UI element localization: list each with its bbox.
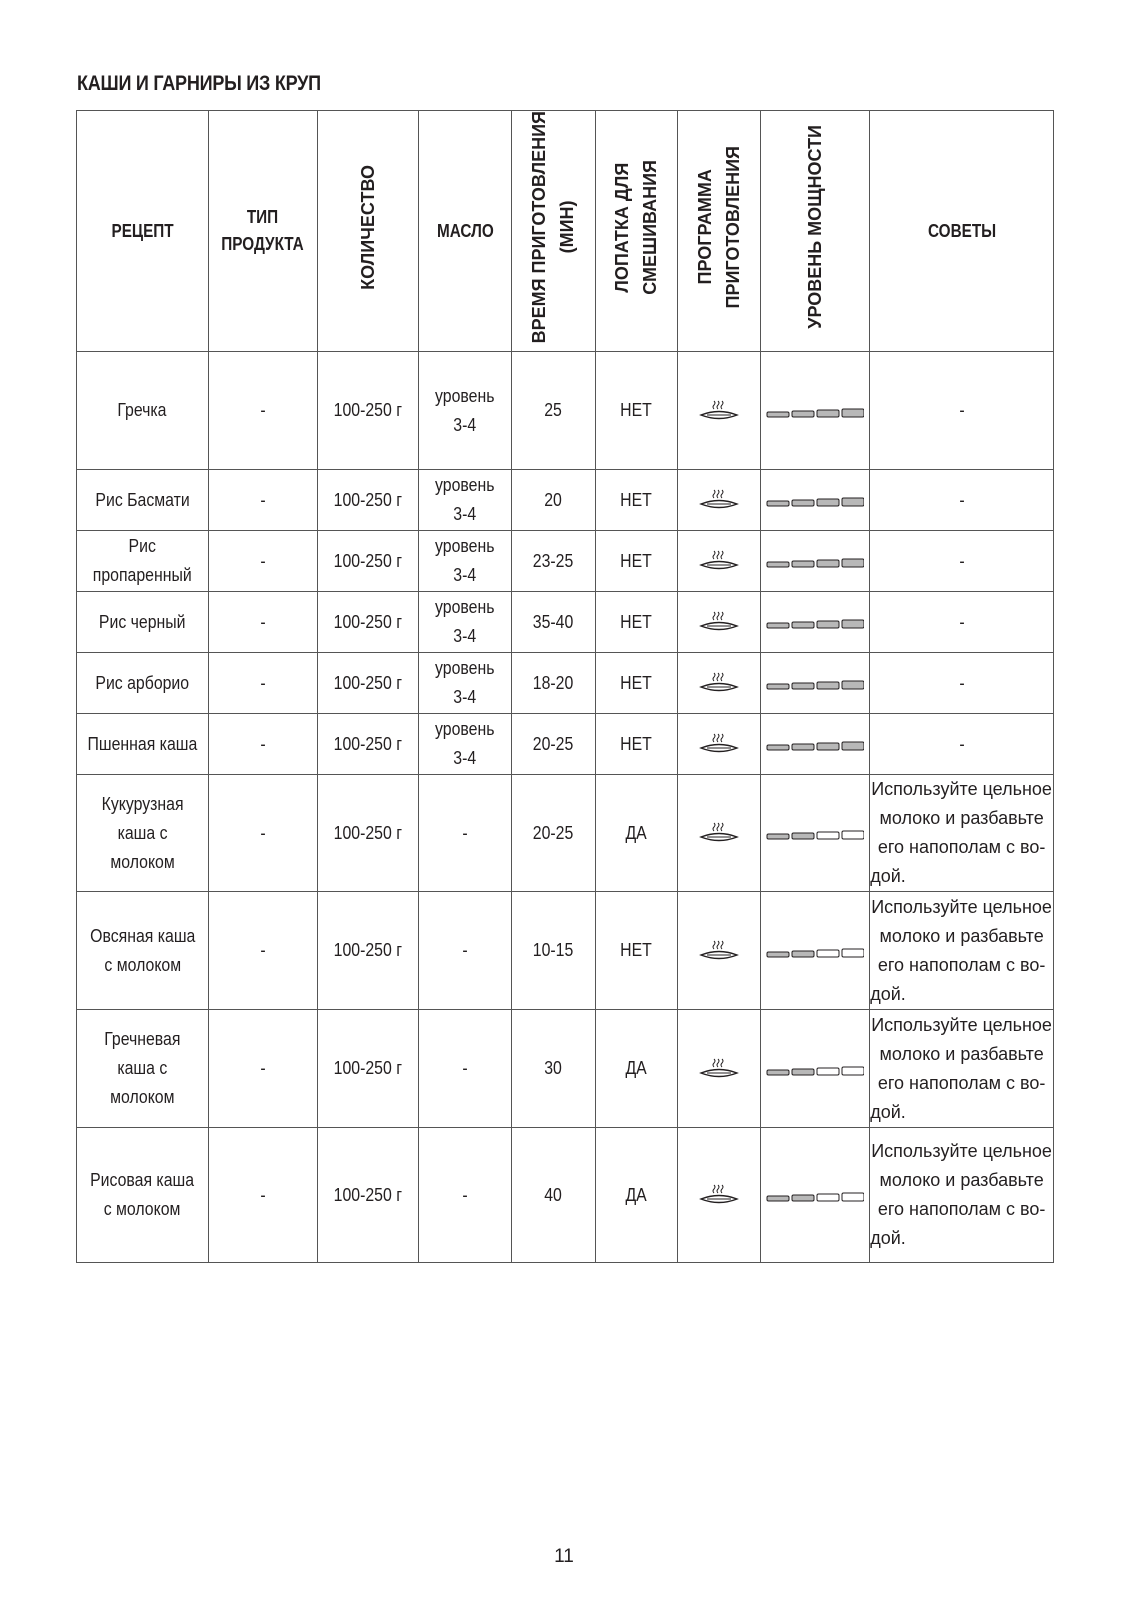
header-program: ПРОГРАММА ПРИГОТОВЛЕНИЯ [678, 111, 761, 352]
cell-time: 18-20 [511, 653, 595, 714]
cell-recipe: Овсяная каша с молоком [77, 892, 209, 1010]
cell-oil: - [418, 892, 511, 1010]
table-row [77, 1128, 1054, 1263]
cell-quantity: 100-250 г [317, 653, 418, 714]
cell-quantity: 100-250 г [317, 352, 418, 470]
cell-tip: - [870, 653, 1054, 714]
power-level-bars-icon [760, 531, 869, 592]
steam-plate-icon [678, 592, 761, 653]
cell-type: - [208, 531, 317, 592]
table-row [77, 470, 1054, 531]
cell-time: 20-25 [511, 714, 595, 775]
header-quantity: КОЛИЧЕСТВО [317, 111, 418, 352]
cell-tip: Используйте цельное молоко и разбавьте его напополам с во-дой. [870, 892, 1054, 1010]
table-row [77, 653, 1054, 714]
cell-tip: Используйте цельное молоко и разбавьте его напополам с во-дой. [870, 1010, 1054, 1128]
cell-oil: уровень 3-4 [418, 470, 511, 531]
cell-time: 30 [511, 1010, 595, 1128]
steam-plate-icon [678, 531, 761, 592]
cell-quantity: 100-250 г [317, 775, 418, 892]
cell-paddle: НЕТ [595, 892, 678, 1010]
table-row [77, 592, 1054, 653]
cell-recipe: Гречка [77, 352, 209, 470]
cell-time: 20-25 [511, 775, 595, 892]
cell-recipe: Рис черный [77, 592, 209, 653]
cell-oil: уровень 3-4 [418, 531, 511, 592]
power-level-bars-icon [760, 1128, 869, 1263]
cell-recipe: Кукурузная каша с молоком [77, 775, 209, 892]
cell-tip: Используйте цельное молоко и разбавьте его напополам с во-дой. [870, 775, 1054, 892]
cell-recipe: Рисовая каша с молоком [77, 1128, 209, 1263]
cell-type: - [208, 470, 317, 531]
page-title: КАШИ И ГАРНИРЫ ИЗ КРУП [77, 72, 321, 95]
cell-type: - [208, 1010, 317, 1128]
cell-paddle: ДА [595, 1128, 678, 1263]
cell-quantity: 100-250 г [317, 531, 418, 592]
cell-tip: - [870, 352, 1054, 470]
cell-recipe: Гречневая каша с молоком [77, 1010, 209, 1128]
cell-paddle: НЕТ [595, 531, 678, 592]
steam-plate-icon [678, 714, 761, 775]
header-oil: МАСЛО [418, 111, 511, 352]
cell-paddle: НЕТ [595, 470, 678, 531]
cell-quantity: 100-250 г [317, 1128, 418, 1263]
table-row [77, 1010, 1054, 1128]
cell-tip: - [870, 470, 1054, 531]
steam-plate-icon [678, 1010, 761, 1128]
cell-oil: - [418, 1128, 511, 1263]
cell-time: 23-25 [511, 531, 595, 592]
header-power: УРОВЕНЬ МОЩНОСТИ [760, 111, 869, 352]
cell-type: - [208, 775, 317, 892]
cell-type: - [208, 892, 317, 1010]
cell-time: 40 [511, 1128, 595, 1263]
cell-quantity: 100-250 г [317, 1010, 418, 1128]
cell-time: 10-15 [511, 892, 595, 1010]
power-level-bars-icon [760, 470, 869, 531]
cell-type: - [208, 653, 317, 714]
cell-oil: уровень 3-4 [418, 714, 511, 775]
power-level-bars-icon [760, 1010, 869, 1128]
cell-paddle: НЕТ [595, 653, 678, 714]
cell-quantity: 100-250 г [317, 470, 418, 531]
header-type: ТИП ПРОДУКТА [208, 111, 317, 352]
cell-type: - [208, 592, 317, 653]
header-time: ВРЕМЯ ПРИГОТОВЛЕНИЯ (МИН) [511, 111, 595, 352]
steam-plate-icon [678, 775, 761, 892]
cell-recipe: Рис Басмати [77, 470, 209, 531]
cell-paddle: ДА [595, 775, 678, 892]
power-level-bars-icon [760, 775, 869, 892]
cell-type: - [208, 352, 317, 470]
cell-tip: Используйте цельное молоко и разбавьте его напополам с во-дой. [870, 1128, 1054, 1263]
table-row [77, 892, 1054, 1010]
page-number: 11 [554, 1546, 574, 1567]
cell-tip: - [870, 592, 1054, 653]
header-row [77, 111, 1054, 352]
cell-recipe: Пшенная каша [77, 714, 209, 775]
cell-paddle: ДА [595, 1010, 678, 1128]
power-level-bars-icon [760, 352, 869, 470]
power-level-bars-icon [760, 714, 869, 775]
cell-quantity: 100-250 г [317, 592, 418, 653]
cell-oil: уровень 3-4 [418, 352, 511, 470]
cell-recipe: Рис арборио [77, 653, 209, 714]
header-paddle: ЛОПАТКА ДЛЯ СМЕШИВАНИЯ [595, 111, 678, 352]
cell-paddle: НЕТ [595, 352, 678, 470]
header-recipe: РЕЦЕПТ [77, 111, 209, 352]
cell-oil: уровень 3-4 [418, 653, 511, 714]
table-row [77, 714, 1054, 775]
cell-time: 35-40 [511, 592, 595, 653]
cell-type: - [208, 1128, 317, 1263]
cell-oil: уровень 3-4 [418, 592, 511, 653]
cell-time: 25 [511, 352, 595, 470]
steam-plate-icon [678, 892, 761, 1010]
cell-type: - [208, 714, 317, 775]
cell-oil: - [418, 1010, 511, 1128]
table-row [77, 531, 1054, 592]
cell-paddle: НЕТ [595, 592, 678, 653]
cell-tip: - [870, 531, 1054, 592]
header-tips: СОВЕТЫ [870, 111, 1054, 352]
table-row [77, 775, 1054, 892]
table-row [77, 352, 1054, 470]
steam-plate-icon [678, 470, 761, 531]
steam-plate-icon [678, 1128, 761, 1263]
cell-tip: - [870, 714, 1054, 775]
recipes-table [76, 110, 1054, 1263]
cell-time: 20 [511, 470, 595, 531]
cell-oil: - [418, 775, 511, 892]
steam-plate-icon [678, 653, 761, 714]
cell-quantity: 100-250 г [317, 714, 418, 775]
steam-plate-icon [678, 352, 761, 470]
power-level-bars-icon [760, 892, 869, 1010]
cell-paddle: НЕТ [595, 714, 678, 775]
power-level-bars-icon [760, 592, 869, 653]
cell-quantity: 100-250 г [317, 892, 418, 1010]
cell-recipe: Рис пропаренный [77, 531, 209, 592]
power-level-bars-icon [760, 653, 869, 714]
